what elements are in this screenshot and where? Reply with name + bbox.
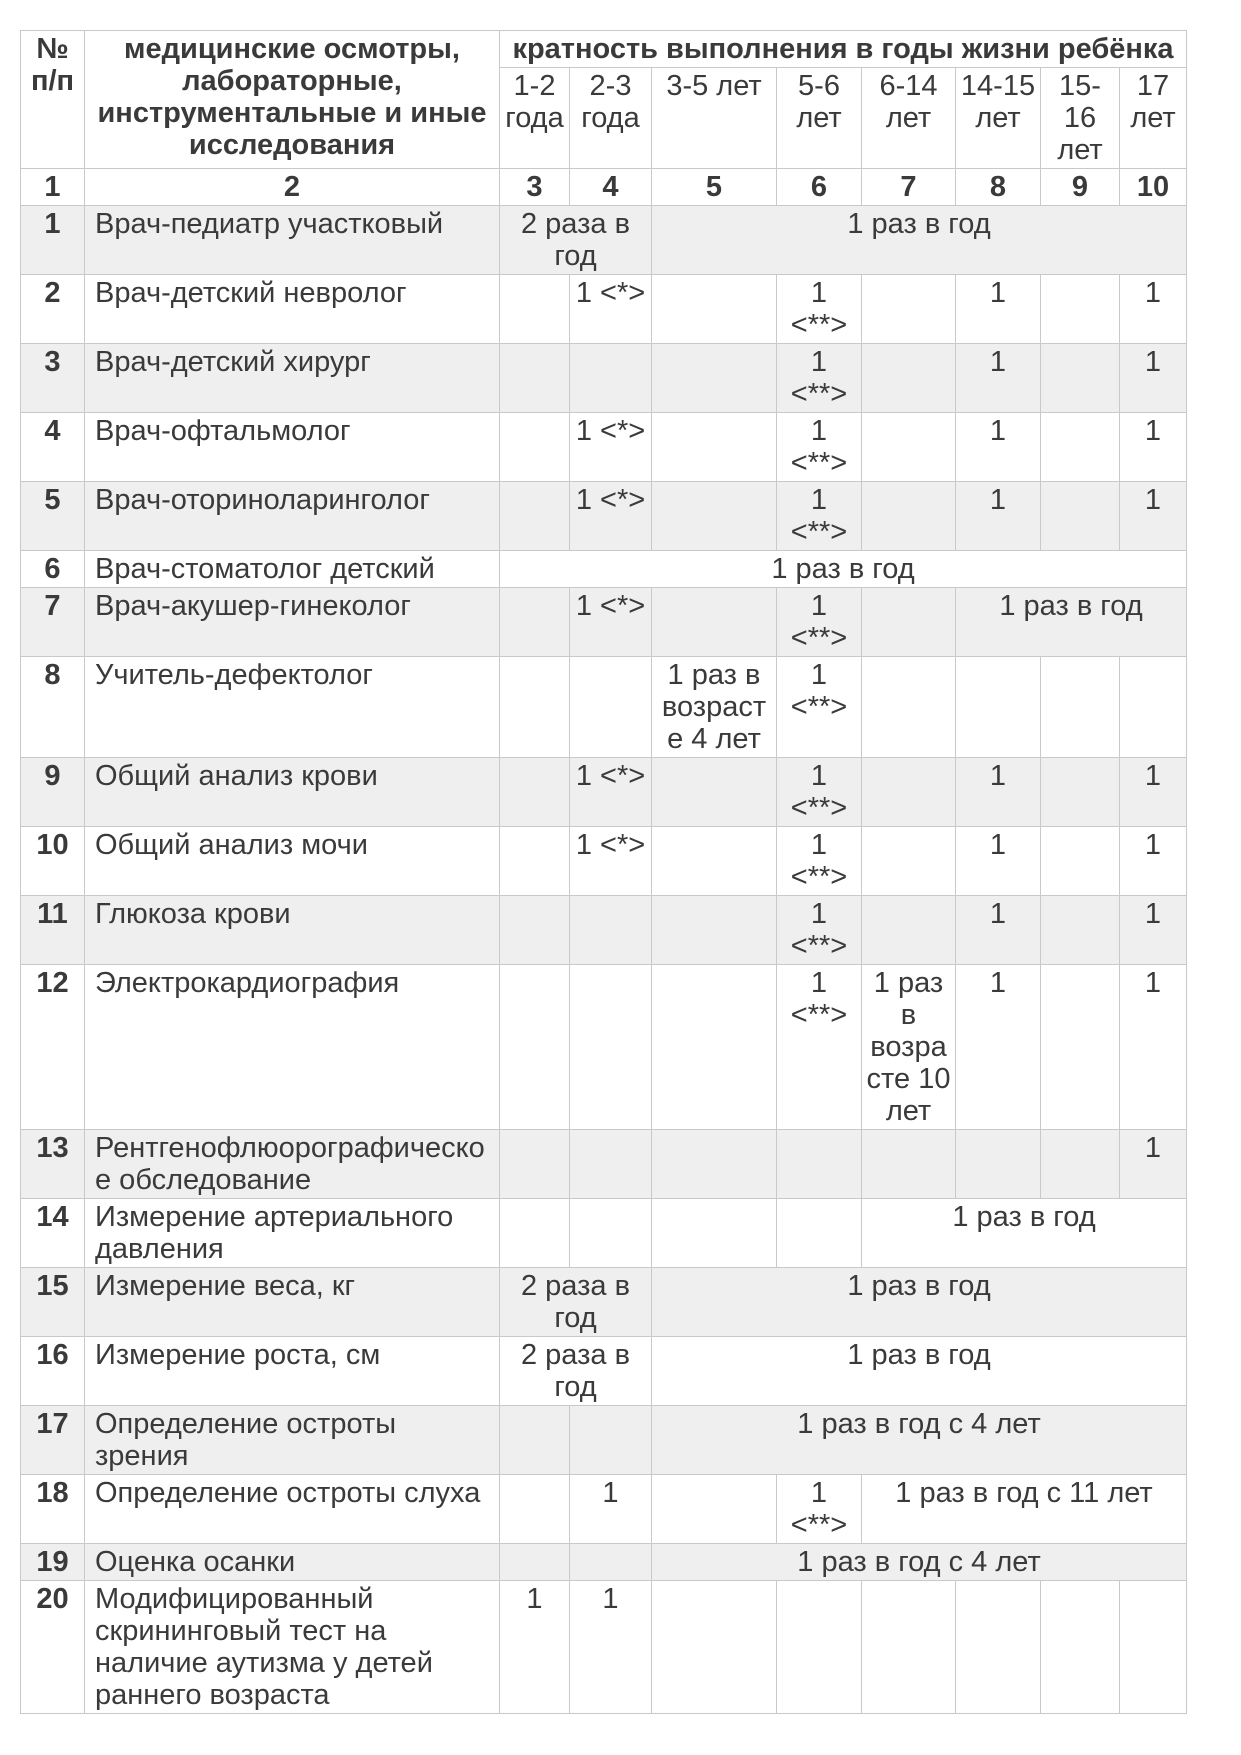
frequency-cell <box>500 1406 570 1475</box>
frequency-cell <box>956 1581 1041 1714</box>
frequency-cell <box>862 1130 956 1199</box>
header-row-top <box>21 31 1187 68</box>
row-number-cell: 11 <box>21 896 85 965</box>
frequency-cell: 1 <box>956 965 1041 1130</box>
examination-name-cell: Врач-стоматолог детский <box>85 551 500 588</box>
frequency-cell <box>1041 1581 1120 1714</box>
frequency-cell <box>500 275 570 344</box>
header-cell-age-1-2: 1-2 года <box>500 68 570 169</box>
row-number-cell: 17 <box>21 1406 85 1475</box>
column-index-cell: 6 <box>777 169 862 206</box>
table-row <box>21 482 1187 551</box>
frequency-cell: 1 <**> <box>777 344 862 413</box>
examination-name-cell: Определение остроты слуха <box>85 1475 500 1544</box>
frequency-cell <box>1120 657 1187 758</box>
frequency-cell: 1 <*> <box>570 588 652 657</box>
frequency-cell <box>570 1406 652 1475</box>
frequency-cell <box>862 482 956 551</box>
frequency-cell <box>652 588 777 657</box>
row-number-cell: 8 <box>21 657 85 758</box>
column-index-cell: 2 <box>85 169 500 206</box>
frequency-cell: 1 раз в год с 4 лет <box>652 1406 1187 1475</box>
row-number-cell: 13 <box>21 1130 85 1199</box>
header-cell-row-number: № п/п <box>21 31 85 169</box>
frequency-cell: 1 <box>1120 827 1187 896</box>
frequency-cell <box>777 1199 862 1268</box>
table-row <box>21 896 1187 965</box>
row-number-cell: 18 <box>21 1475 85 1544</box>
examination-name-cell: Врач-детский невролог <box>85 275 500 344</box>
frequency-cell <box>500 1199 570 1268</box>
examination-name-cell: Общий анализ крови <box>85 758 500 827</box>
table-row <box>21 206 1187 275</box>
frequency-cell: 1 <*> <box>570 482 652 551</box>
row-number-cell: 5 <box>21 482 85 551</box>
frequency-cell: 1 <box>500 1581 570 1714</box>
frequency-cell <box>570 1199 652 1268</box>
frequency-cell <box>500 758 570 827</box>
frequency-cell <box>1041 275 1120 344</box>
frequency-cell: 1 <**> <box>777 588 862 657</box>
frequency-cell <box>652 1130 777 1199</box>
frequency-cell: 1 <*> <box>570 758 652 827</box>
column-index-cell: 7 <box>862 169 956 206</box>
frequency-cell <box>500 827 570 896</box>
frequency-cell: 1 <box>1120 344 1187 413</box>
frequency-cell <box>570 657 652 758</box>
examination-name-cell: Электрокардиография <box>85 965 500 1130</box>
frequency-cell <box>500 482 570 551</box>
frequency-cell <box>1041 413 1120 482</box>
frequency-cell: 1 <box>570 1581 652 1714</box>
examination-name-cell: Определение остроты зрения <box>85 1406 500 1475</box>
frequency-cell <box>777 1130 862 1199</box>
frequency-cell: 1 <box>1120 482 1187 551</box>
frequency-cell <box>500 344 570 413</box>
frequency-cell: 1 <**> <box>777 758 862 827</box>
frequency-cell: 1 <**> <box>777 413 862 482</box>
frequency-cell: 1 <box>956 758 1041 827</box>
frequency-cell <box>500 965 570 1130</box>
row-number-cell: 10 <box>21 827 85 896</box>
table-row <box>21 657 1187 758</box>
frequency-cell: 1 <**> <box>777 827 862 896</box>
table-row <box>21 1130 1187 1199</box>
header-cell-age-15-16: 15-16 лет <box>1041 68 1120 169</box>
column-index-cell: 5 <box>652 169 777 206</box>
frequency-cell <box>500 1130 570 1199</box>
examination-name-cell: Врач-детский хирург <box>85 344 500 413</box>
frequency-cell: 1 <**> <box>777 482 862 551</box>
column-index-cell: 4 <box>570 169 652 206</box>
frequency-cell: 1 <box>1120 965 1187 1130</box>
frequency-cell <box>862 758 956 827</box>
frequency-cell: 1 <box>1120 275 1187 344</box>
table-row <box>21 1544 1187 1581</box>
frequency-cell: 1 раз в год <box>862 1199 1187 1268</box>
frequency-cell <box>652 275 777 344</box>
row-number-cell: 12 <box>21 965 85 1130</box>
frequency-cell: 1 <*> <box>570 275 652 344</box>
frequency-cell: 1 <box>956 344 1041 413</box>
table-row <box>21 1199 1187 1268</box>
frequency-cell <box>956 657 1041 758</box>
frequency-cell <box>500 413 570 482</box>
frequency-cell <box>1041 896 1120 965</box>
header-cell-frequency-group: кратность выполнения в годы жизни ребёнка <box>500 31 1187 68</box>
table-header <box>21 31 1187 206</box>
row-number-cell: 16 <box>21 1337 85 1406</box>
table-row <box>21 758 1187 827</box>
column-index-cell: 8 <box>956 169 1041 206</box>
examination-name-cell: Рентгенофлюорографическое обследование <box>85 1130 500 1199</box>
table-row <box>21 965 1187 1130</box>
row-number-cell: 20 <box>21 1581 85 1714</box>
frequency-cell <box>777 1581 862 1714</box>
frequency-cell: 1 <*> <box>570 827 652 896</box>
frequency-cell <box>652 482 777 551</box>
frequency-cell: 1 раз в год <box>652 1268 1187 1337</box>
frequency-cell <box>862 588 956 657</box>
frequency-cell: 2 раза в год <box>500 1337 652 1406</box>
frequency-cell <box>862 275 956 344</box>
frequency-cell <box>570 1544 652 1581</box>
row-number-cell: 3 <box>21 344 85 413</box>
frequency-cell: 1 <box>956 413 1041 482</box>
header-cell-age-3-5: 3-5 лет <box>652 68 777 169</box>
table-row <box>21 1475 1187 1544</box>
header-row-column-indices <box>21 169 1187 206</box>
header-cell-age-17: 17 лет <box>1120 68 1187 169</box>
frequency-cell <box>652 758 777 827</box>
table-body <box>21 206 1187 1714</box>
examination-name-cell: Измерение веса, кг <box>85 1268 500 1337</box>
examination-name-cell: Измерение артериального давления <box>85 1199 500 1268</box>
frequency-cell: 1 <box>570 1475 652 1544</box>
row-number-cell: 1 <box>21 206 85 275</box>
frequency-cell <box>862 896 956 965</box>
frequency-cell: 1 <box>1120 758 1187 827</box>
frequency-cell: 1 раз в год <box>652 1337 1187 1406</box>
frequency-cell <box>862 344 956 413</box>
frequency-cell: 2 раза в год <box>500 1268 652 1337</box>
frequency-cell: 1 <box>956 482 1041 551</box>
row-number-cell: 7 <box>21 588 85 657</box>
frequency-cell: 1 <**> <box>777 896 862 965</box>
row-number-cell: 14 <box>21 1199 85 1268</box>
frequency-cell: 1 <**> <box>777 1475 862 1544</box>
frequency-cell <box>1041 344 1120 413</box>
frequency-cell <box>956 1130 1041 1199</box>
frequency-cell <box>652 1199 777 1268</box>
frequency-cell: 1 <box>1120 413 1187 482</box>
frequency-cell <box>570 1130 652 1199</box>
frequency-cell: 1 раз в год <box>500 551 1187 588</box>
frequency-cell: 1 раз в возрасте 4 лет <box>652 657 777 758</box>
table-row <box>21 1337 1187 1406</box>
examination-name-cell: Общий анализ мочи <box>85 827 500 896</box>
frequency-cell <box>1041 1130 1120 1199</box>
frequency-cell <box>652 1475 777 1544</box>
frequency-cell <box>570 965 652 1130</box>
table-row <box>21 827 1187 896</box>
row-number-cell: 2 <box>21 275 85 344</box>
table-row <box>21 1268 1187 1337</box>
frequency-cell: 1 <box>956 896 1041 965</box>
frequency-cell <box>652 896 777 965</box>
table-row <box>21 413 1187 482</box>
table-row <box>21 551 1187 588</box>
frequency-cell: 1 <box>1120 1130 1187 1199</box>
examination-name-cell: Оценка осанки <box>85 1544 500 1581</box>
frequency-cell: 1 <box>1120 896 1187 965</box>
header-cell-age-6-14: 6-14 лет <box>862 68 956 169</box>
frequency-cell: 1 <box>956 827 1041 896</box>
frequency-cell <box>1041 758 1120 827</box>
row-number-cell: 4 <box>21 413 85 482</box>
examination-name-cell: Модифицированный скрининговый тест на наличие аутизма у детей раннего возраста <box>85 1581 500 1714</box>
column-index-cell: 3 <box>500 169 570 206</box>
frequency-cell <box>862 827 956 896</box>
frequency-cell <box>862 413 956 482</box>
header-cell-age-2-3: 2-3 года <box>570 68 652 169</box>
table-row <box>21 1581 1187 1714</box>
header-cell-examinations: медицинские осмотры, лабораторные, инструментальные и иные исследования <box>85 31 500 169</box>
frequency-cell <box>570 896 652 965</box>
row-number-cell: 15 <box>21 1268 85 1337</box>
examination-name-cell: Врач-оториноларинголог <box>85 482 500 551</box>
frequency-cell: 1 раз в год <box>956 588 1187 657</box>
table-row <box>21 344 1187 413</box>
frequency-cell <box>652 965 777 1130</box>
frequency-cell <box>570 344 652 413</box>
frequency-cell <box>500 588 570 657</box>
frequency-cell <box>652 1581 777 1714</box>
frequency-cell <box>500 657 570 758</box>
table-row <box>21 1406 1187 1475</box>
table-row <box>21 588 1187 657</box>
frequency-cell <box>500 1475 570 1544</box>
frequency-cell <box>500 896 570 965</box>
row-number-cell: 6 <box>21 551 85 588</box>
frequency-cell <box>1041 657 1120 758</box>
frequency-cell: 1 <**> <box>777 965 862 1130</box>
frequency-cell <box>500 1544 570 1581</box>
examination-name-cell: Учитель-дефектолог <box>85 657 500 758</box>
frequency-cell: 1 раз в год <box>652 206 1187 275</box>
frequency-cell: 1 <**> <box>777 657 862 758</box>
frequency-cell: 1 раз в возрасте 10 лет <box>862 965 956 1130</box>
examination-name-cell: Врач-акушер-гинеколог <box>85 588 500 657</box>
column-index-cell: 9 <box>1041 169 1120 206</box>
frequency-cell <box>862 657 956 758</box>
frequency-cell <box>862 1581 956 1714</box>
column-index-cell: 1 <box>21 169 85 206</box>
frequency-cell <box>652 827 777 896</box>
examination-name-cell: Глюкоза крови <box>85 896 500 965</box>
examination-name-cell: Измерение роста, см <box>85 1337 500 1406</box>
frequency-cell <box>1041 482 1120 551</box>
row-number-cell: 9 <box>21 758 85 827</box>
table-row <box>21 275 1187 344</box>
column-index-cell: 10 <box>1120 169 1187 206</box>
frequency-cell: 1 <**> <box>777 275 862 344</box>
header-cell-age-5-6: 5-6 лет <box>777 68 862 169</box>
frequency-cell <box>1041 827 1120 896</box>
frequency-cell: 1 <*> <box>570 413 652 482</box>
frequency-cell <box>652 413 777 482</box>
frequency-cell <box>1041 965 1120 1130</box>
examination-name-cell: Врач-педиатр участковый <box>85 206 500 275</box>
frequency-cell: 1 раз в год с 4 лет <box>652 1544 1187 1581</box>
examination-name-cell: Врач-офтальмолог <box>85 413 500 482</box>
frequency-cell: 1 раз в год с 11 лет <box>862 1475 1187 1544</box>
frequency-cell: 2 раза в год <box>500 206 652 275</box>
frequency-cell <box>1120 1581 1187 1714</box>
frequency-cell <box>652 344 777 413</box>
medical-examinations-table <box>20 30 1187 1714</box>
frequency-cell: 1 <box>956 275 1041 344</box>
row-number-cell: 19 <box>21 1544 85 1581</box>
header-cell-age-14-15: 14-15 лет <box>956 68 1041 169</box>
